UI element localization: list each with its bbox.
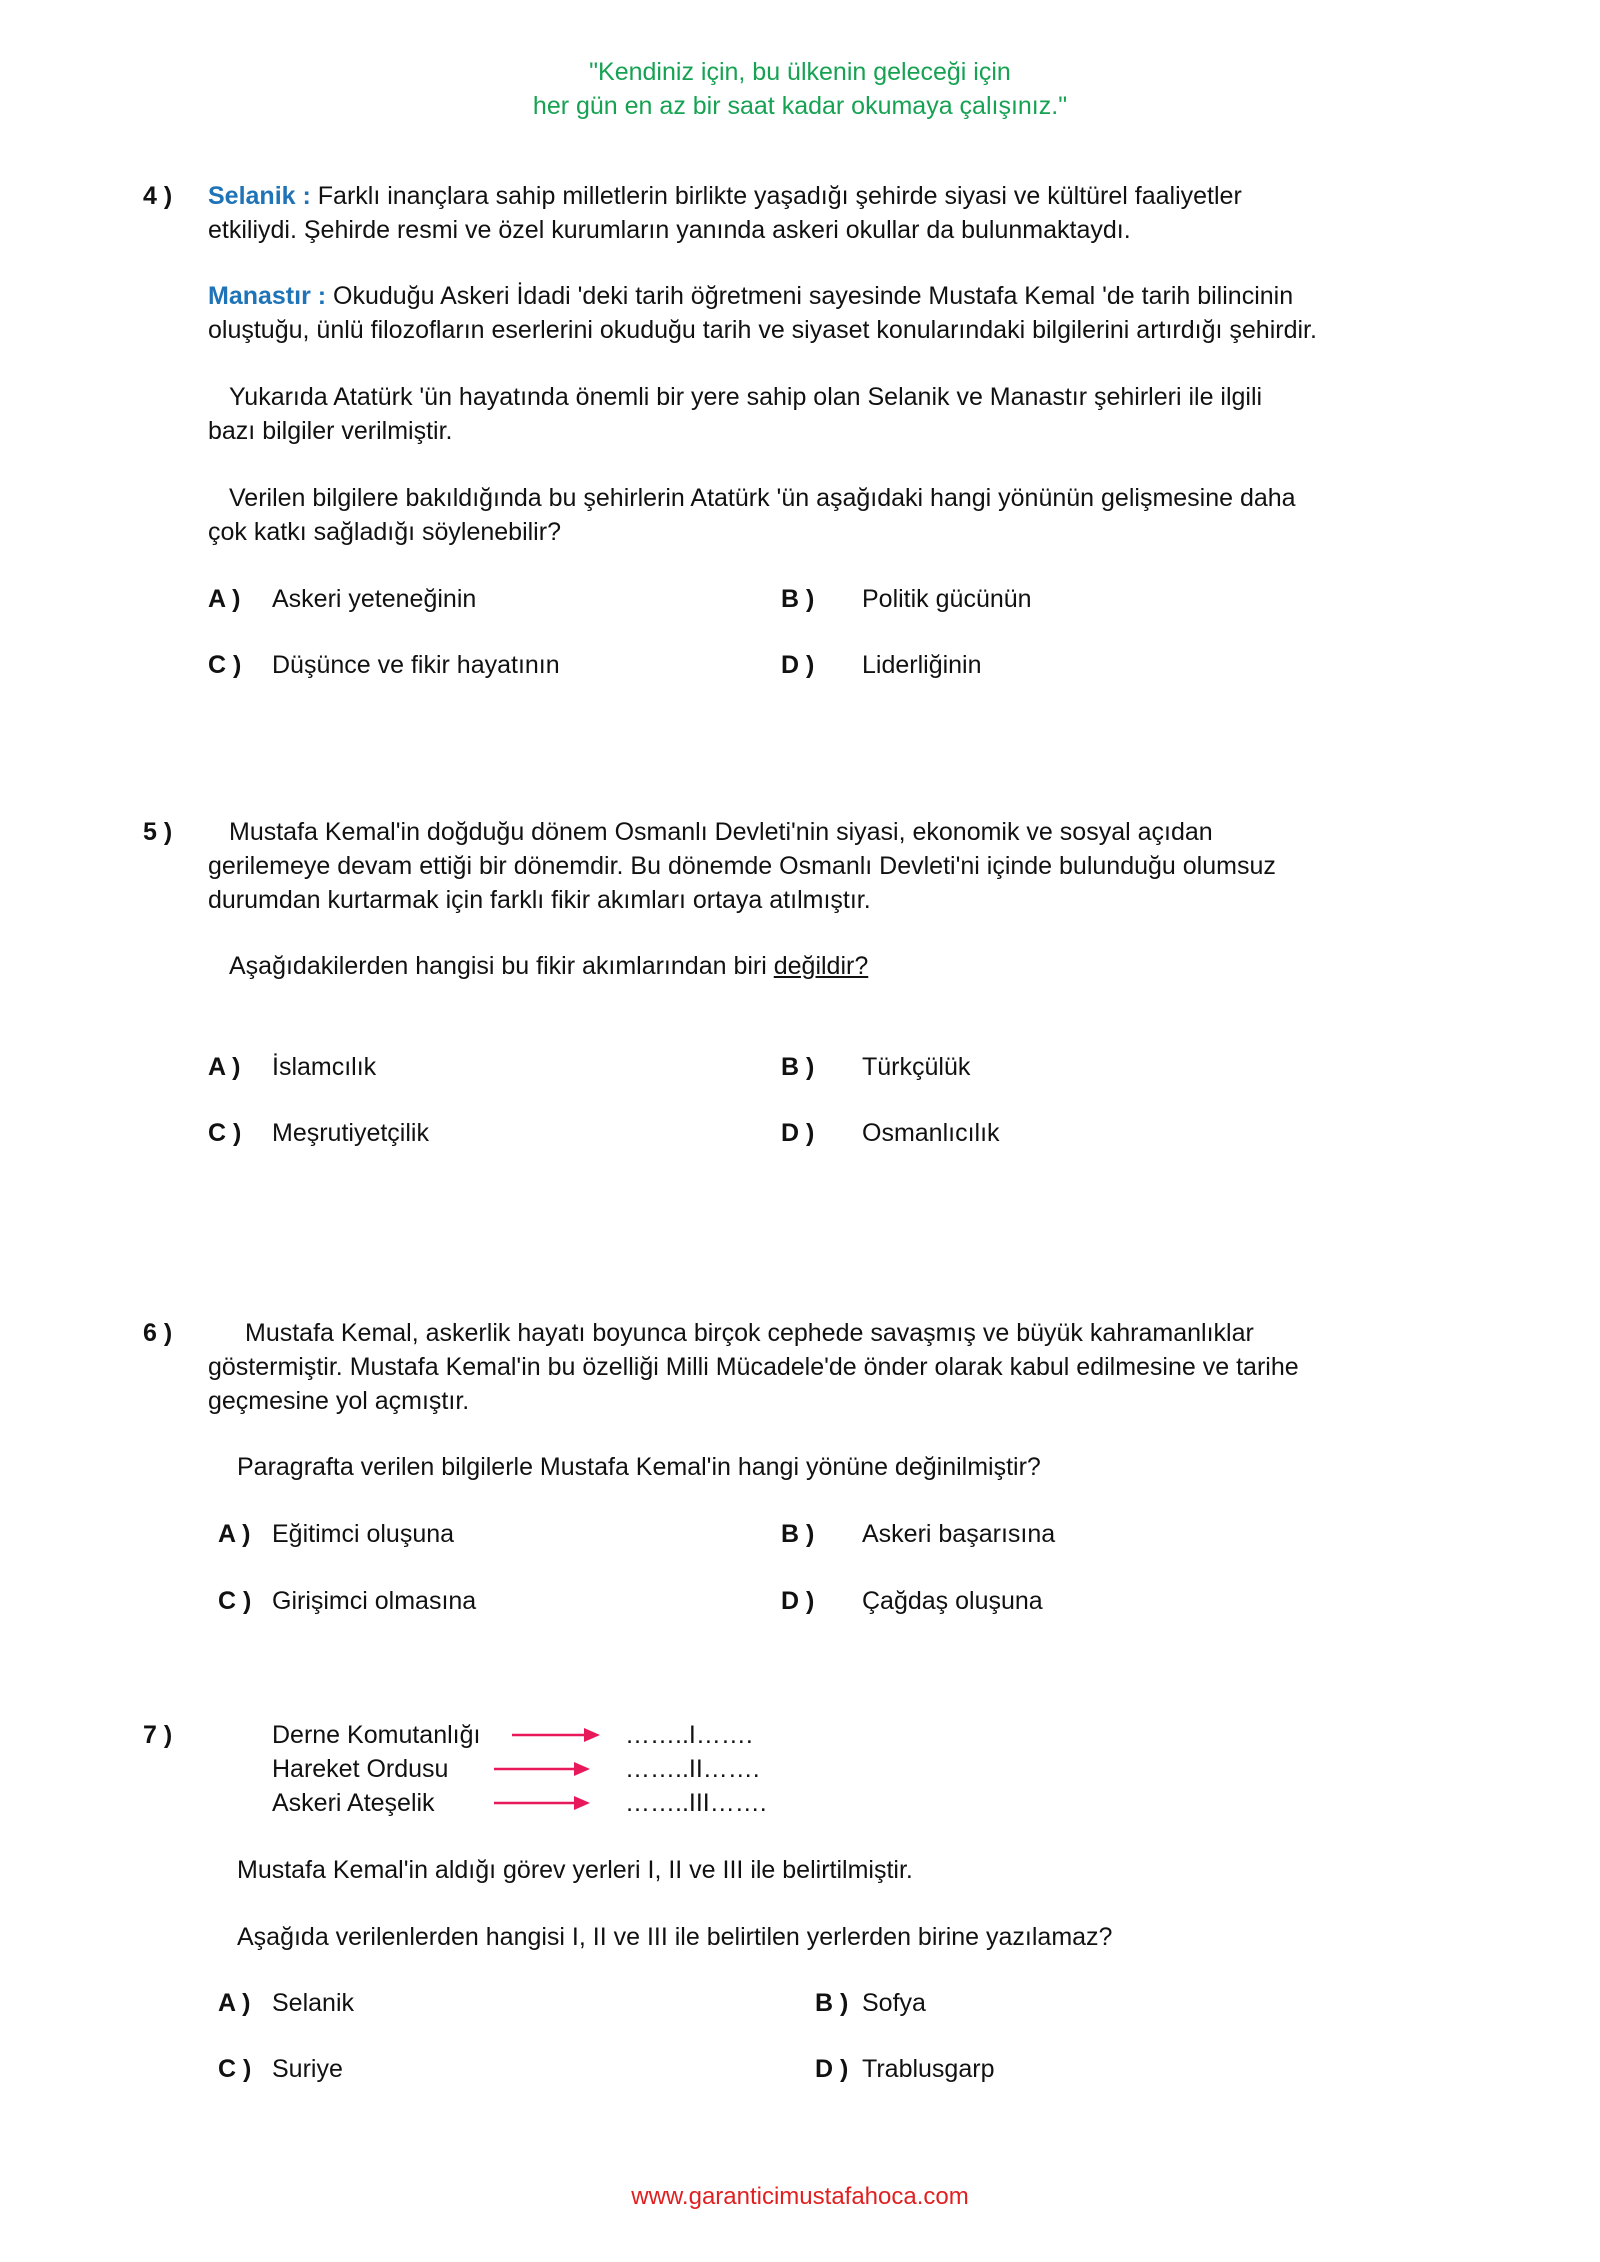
option-a-letter[interactable]: A ) bbox=[218, 1989, 251, 2017]
option-c-letter[interactable]: C ) bbox=[208, 651, 242, 679]
option-c-letter[interactable]: C ) bbox=[208, 1119, 242, 1147]
question-text: Aşağıda verilenlerden hangisi I, II ve III ile belirtilen yerlerden birine yazılamaz? bbox=[237, 1923, 1113, 1951]
question-emphasis: değildir? bbox=[773, 952, 869, 980]
option-a-letter[interactable]: A ) bbox=[208, 585, 241, 613]
mapping-blank-1: ……..I……. bbox=[625, 1721, 753, 1749]
option-b-text[interactable]: Politik gücünün bbox=[862, 585, 1032, 613]
option-a-text[interactable]: İslamcılık bbox=[272, 1053, 377, 1081]
question-text bbox=[229, 949, 868, 983]
option-a-letter[interactable]: A ) bbox=[218, 1520, 251, 1548]
footer-website-link[interactable]: www.garanticimustafahoca.com bbox=[631, 2183, 969, 2210]
option-a-text[interactable]: Askeri yeteneğinin bbox=[272, 585, 477, 613]
arrow-head bbox=[574, 1796, 590, 1810]
arrow-right-icon bbox=[494, 1792, 594, 1814]
mapping-label-2: Hareket Ordusu bbox=[272, 1755, 449, 1783]
question-line-2: çok katkı sağladığı söylenebilir? bbox=[208, 518, 561, 546]
option-a-letter[interactable]: A ) bbox=[208, 1053, 241, 1081]
question-number: 7 ) bbox=[143, 1721, 173, 1749]
option-b-letter[interactable]: B ) bbox=[781, 585, 815, 613]
option-b-text[interactable]: Türkçülük bbox=[862, 1053, 971, 1081]
option-c-text[interactable]: Girişimci olmasına bbox=[272, 1587, 477, 1615]
question-number: 4 ) bbox=[143, 182, 173, 210]
selanik-label: Selanik : bbox=[208, 182, 311, 210]
mapping-label-3: Askeri Ateşelik bbox=[272, 1789, 435, 1817]
option-a-text[interactable]: Selanik bbox=[272, 1989, 354, 2017]
question-number: 5 ) bbox=[143, 818, 173, 846]
question-text: Paragrafta verilen bilgilerle Mustafa Kemal'in hangi yönüne değinilmiştir? bbox=[237, 1453, 1041, 1481]
selanik-paragraph-line-2: etkiliydi. Şehirde resmi ve özel kurumların yanında askeri okullar da bulunmaktaydı. bbox=[208, 216, 1131, 244]
manastir-label: Manastır : bbox=[208, 282, 327, 310]
option-d-text[interactable]: Liderliğinin bbox=[862, 651, 982, 679]
paragraph-line-3: geçmesine yol açmıştır. bbox=[208, 1387, 470, 1415]
option-b-letter[interactable]: B ) bbox=[781, 1053, 815, 1081]
header-quote-line-2: her gün en az bir saat kadar okumaya çalışınız." bbox=[532, 92, 1068, 120]
question-number: 6 ) bbox=[143, 1319, 173, 1347]
statement-text: Mustafa Kemal'in aldığı görev yerleri I, II ve III ile belirtilmiştir. bbox=[237, 1856, 913, 1884]
selanik-text: Farklı inançlara sahip milletlerin birlikte yaşadığı şehirde siyasi ve kültürel faaliyetler bbox=[317, 182, 1242, 210]
option-d-text[interactable]: Çağdaş oluşuna bbox=[862, 1587, 1043, 1615]
paragraph-line-1: Mustafa Kemal, askerlik hayatı boyunca birçok cephede savaşmış ve büyük kahramanlıklar bbox=[245, 1319, 1254, 1347]
option-d-letter[interactable]: D ) bbox=[781, 1587, 815, 1615]
option-d-letter[interactable]: D ) bbox=[815, 2055, 849, 2083]
mapping-blank-2: ……..II……. bbox=[625, 1755, 760, 1783]
option-d-letter[interactable]: D ) bbox=[781, 651, 815, 679]
question-prefix: Aşağıdakilerden hangisi bu fikir akımlarından biri bbox=[229, 952, 774, 980]
paragraph-line-3: durumdan kurtarmak için farklı fikir akımları ortaya atılmıştır. bbox=[208, 886, 871, 914]
mapping-blank-3: ……..III……. bbox=[625, 1789, 767, 1817]
option-c-letter[interactable]: C ) bbox=[218, 1587, 252, 1615]
option-a-text[interactable]: Eğitimci oluşuna bbox=[272, 1520, 455, 1548]
option-c-text[interactable]: Suriye bbox=[272, 2055, 343, 2083]
mapping-label-1: Derne Komutanlığı bbox=[272, 1721, 481, 1749]
option-b-text[interactable]: Askeri başarısına bbox=[862, 1520, 1056, 1548]
info-line-1: Yukarıda Atatürk 'ün hayatında önemli bir yere sahip olan Selanik ve Manastır şehirleri ile ilgili bbox=[229, 383, 1263, 411]
option-d-letter[interactable]: D ) bbox=[781, 1119, 815, 1147]
manastir-paragraph-line-2: oluştuğu, ünlü filozofların eserlerini okuduğu tarih ve siyaset konularındaki bilgilerini artırdığı şehirdir. bbox=[208, 316, 1317, 344]
option-c-text[interactable]: Meşrutiyetçilik bbox=[272, 1119, 429, 1147]
paragraph-line-2: göstermiştir. Mustafa Kemal'in bu özelliği Milli Mücadele'de önder olarak kabul edilmesine ve tarihe bbox=[208, 1353, 1299, 1381]
option-c-letter[interactable]: C ) bbox=[218, 2055, 252, 2083]
arrow-head bbox=[574, 1762, 590, 1776]
paragraph-line-2: gerilemeye devam ettiği bir dönemdir. Bu dönemde Osmanlı Devleti'ni içinde bulunduğu olumsuz bbox=[208, 852, 1276, 880]
option-d-text[interactable]: Trablusgarp bbox=[862, 2055, 995, 2083]
question-line-1: Verilen bilgilere bakıldığında bu şehirlerin Atatürk 'ün aşağıdaki hangi yönünün gelişmesine daha bbox=[229, 484, 1296, 512]
header-quote-line-1: "Kendiniz için, bu ülkenin geleceği için bbox=[589, 58, 1011, 86]
arrow-head bbox=[584, 1728, 600, 1742]
option-c-text[interactable]: Düşünce ve fikir hayatının bbox=[272, 651, 560, 679]
paragraph-line-1: Mustafa Kemal'in doğduğu dönem Osmanlı Devleti'nin siyasi, ekonomik ve sosyal açıdan bbox=[229, 818, 1213, 846]
option-b-letter[interactable]: B ) bbox=[781, 1520, 815, 1548]
arrow-right-icon bbox=[494, 1758, 594, 1780]
arrow-right-icon bbox=[512, 1724, 602, 1746]
info-line-2: bazı bilgiler verilmiştir. bbox=[208, 417, 453, 445]
selanik-paragraph-line-1 bbox=[208, 179, 1242, 213]
manastir-paragraph-line-1 bbox=[208, 279, 1293, 313]
manastir-text: Okuduğu Askeri İdadi 'deki tarih öğretmeni sayesinde Mustafa Kemal 'de tarih bilincinin bbox=[333, 282, 1294, 310]
option-b-letter[interactable]: B ) bbox=[815, 1989, 849, 2017]
option-d-text[interactable]: Osmanlıcılık bbox=[862, 1119, 1000, 1147]
option-b-text[interactable]: Sofya bbox=[862, 1989, 926, 2017]
